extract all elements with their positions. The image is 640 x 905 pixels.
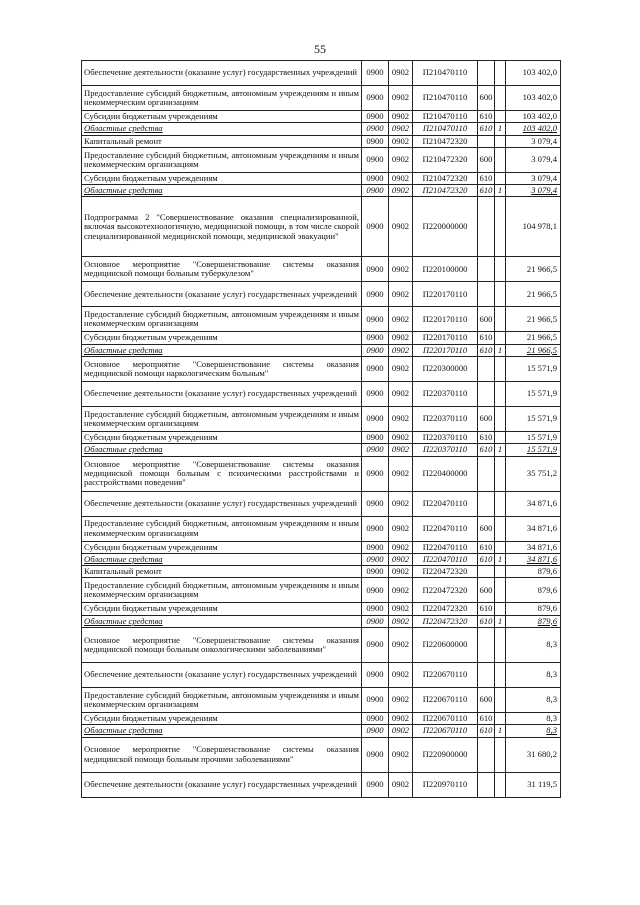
subsection-code-cell: 0902 bbox=[389, 725, 413, 737]
amount-cell: 103 402,0 bbox=[506, 86, 561, 111]
subsection-code-cell: 0902 bbox=[389, 356, 413, 381]
table-row bbox=[82, 123, 561, 135]
target-article-cell: П210470110 bbox=[413, 61, 478, 86]
target-article-cell: П220370110 bbox=[413, 444, 478, 456]
subsection-code-cell: 0902 bbox=[389, 257, 413, 282]
section-code-cell: 0900 bbox=[362, 712, 389, 724]
table-row bbox=[82, 61, 561, 86]
section-code-cell: 0900 bbox=[362, 431, 389, 443]
funding-source-cell bbox=[495, 356, 506, 381]
amount-cell: 31 680,2 bbox=[506, 737, 561, 772]
section-code-cell: 0900 bbox=[362, 356, 389, 381]
target-article-cell: П220470110 bbox=[413, 491, 478, 516]
section-code-cell: 0900 bbox=[362, 516, 389, 541]
row-name-cell: Предоставление субсидий бюджетным, автономным учреждениям и иным некоммерческим организациям bbox=[82, 86, 362, 111]
target-article-cell: П220472320 bbox=[413, 615, 478, 627]
expense-type-cell bbox=[478, 772, 495, 797]
row-name-cell: Предоставление субсидий бюджетным, автономным учреждениям и иным некоммерческим организациям bbox=[82, 406, 362, 431]
section-code-cell: 0900 bbox=[362, 578, 389, 603]
table-row bbox=[82, 135, 561, 147]
table-row bbox=[82, 185, 561, 197]
target-article-cell: П220370110 bbox=[413, 406, 478, 431]
subsection-code-cell: 0902 bbox=[389, 491, 413, 516]
expense-type-cell bbox=[478, 737, 495, 772]
target-article-cell: П220472320 bbox=[413, 603, 478, 615]
section-code-cell: 0900 bbox=[362, 344, 389, 356]
target-article-cell: П220100000 bbox=[413, 257, 478, 282]
expense-type-cell: 610 bbox=[478, 725, 495, 737]
section-code-cell: 0900 bbox=[362, 456, 389, 491]
subsection-code-cell: 0902 bbox=[389, 185, 413, 197]
expense-type-cell bbox=[478, 282, 495, 307]
target-article-cell: П210470110 bbox=[413, 123, 478, 135]
expense-type-cell: 610 bbox=[478, 111, 495, 123]
expense-type-cell: 610 bbox=[478, 615, 495, 627]
expense-type-cell bbox=[478, 491, 495, 516]
subsection-code-cell: 0902 bbox=[389, 61, 413, 86]
amount-cell: 3 079,4 bbox=[506, 147, 561, 172]
target-article-cell: П220470110 bbox=[413, 541, 478, 553]
funding-source-cell bbox=[495, 687, 506, 712]
target-article-cell: П210470110 bbox=[413, 86, 478, 111]
table-row bbox=[82, 772, 561, 797]
funding-source-cell bbox=[495, 282, 506, 307]
subsection-code-cell: 0902 bbox=[389, 578, 413, 603]
funding-source-cell: 1 bbox=[495, 344, 506, 356]
table-row bbox=[82, 307, 561, 332]
subsection-code-cell: 0902 bbox=[389, 344, 413, 356]
table-row bbox=[82, 344, 561, 356]
subsection-code-cell: 0902 bbox=[389, 456, 413, 491]
amount-cell: 879,6 bbox=[506, 603, 561, 615]
funding-source-cell bbox=[495, 257, 506, 282]
section-code-cell: 0900 bbox=[362, 185, 389, 197]
target-article-cell: П220670110 bbox=[413, 662, 478, 687]
table-row bbox=[82, 456, 561, 491]
expense-type-cell bbox=[478, 257, 495, 282]
amount-cell: 15 571,9 bbox=[506, 381, 561, 406]
amount-cell: 15 571,9 bbox=[506, 431, 561, 443]
amount-cell: 103 402,0 bbox=[506, 111, 561, 123]
section-code-cell: 0900 bbox=[362, 603, 389, 615]
table-row bbox=[82, 712, 561, 724]
target-article-cell: П220300000 bbox=[413, 356, 478, 381]
section-code-cell: 0900 bbox=[362, 406, 389, 431]
section-code-cell: 0900 bbox=[362, 627, 389, 662]
amount-cell: 34 871,6 bbox=[506, 553, 561, 565]
expense-type-cell bbox=[478, 627, 495, 662]
row-name-cell: Обеспечение деятельности (оказание услуг) государственных учреждений bbox=[82, 662, 362, 687]
row-name-cell: Областные средства bbox=[82, 725, 362, 737]
amount-cell: 21 966,5 bbox=[506, 344, 561, 356]
expense-type-cell: 610 bbox=[478, 332, 495, 344]
funding-source-cell bbox=[495, 516, 506, 541]
row-name-cell: Основное мероприятие "Совершенствование системы оказания медицинской помощи больным с психическими расстройствами и расстройствами поведения" bbox=[82, 456, 362, 491]
row-name-cell: Областные средства bbox=[82, 344, 362, 356]
expense-type-cell bbox=[478, 381, 495, 406]
amount-cell: 103 402,0 bbox=[506, 61, 561, 86]
target-article-cell: П220170110 bbox=[413, 307, 478, 332]
section-code-cell: 0900 bbox=[362, 615, 389, 627]
funding-source-cell bbox=[495, 172, 506, 184]
target-article-cell: П220000000 bbox=[413, 197, 478, 257]
subsection-code-cell: 0902 bbox=[389, 406, 413, 431]
amount-cell: 8,3 bbox=[506, 712, 561, 724]
target-article-cell: П220470110 bbox=[413, 553, 478, 565]
funding-source-cell bbox=[495, 135, 506, 147]
row-name-cell: Основное мероприятие "Совершенствование системы оказания медицинской помощи больным прочими заболеваниями" bbox=[82, 737, 362, 772]
table-row bbox=[82, 406, 561, 431]
funding-source-cell bbox=[495, 772, 506, 797]
target-article-cell: П220170110 bbox=[413, 332, 478, 344]
subsection-code-cell: 0902 bbox=[389, 603, 413, 615]
row-name-cell: Предоставление субсидий бюджетным, автономным учреждениям и иным некоммерческим организациям bbox=[82, 516, 362, 541]
table-row bbox=[82, 444, 561, 456]
row-name-cell: Предоставление субсидий бюджетным, автономным учреждениям и иным некоммерческим организациям bbox=[82, 147, 362, 172]
amount-cell: 31 119,5 bbox=[506, 772, 561, 797]
table-row bbox=[82, 553, 561, 565]
section-code-cell: 0900 bbox=[362, 772, 389, 797]
table-row bbox=[82, 737, 561, 772]
table-row bbox=[82, 381, 561, 406]
target-article-cell: П220670110 bbox=[413, 687, 478, 712]
amount-cell: 8,3 bbox=[506, 627, 561, 662]
section-code-cell: 0900 bbox=[362, 172, 389, 184]
row-name-cell: Основное мероприятие "Совершенствование системы оказания медицинской помощи больным онкологическими заболеваниями" bbox=[82, 627, 362, 662]
target-article-cell: П220170110 bbox=[413, 344, 478, 356]
funding-source-cell bbox=[495, 332, 506, 344]
expense-type-cell bbox=[478, 566, 495, 578]
subsection-code-cell: 0902 bbox=[389, 737, 413, 772]
row-name-cell: Субсидии бюджетным учреждениям bbox=[82, 111, 362, 123]
table-row bbox=[82, 282, 561, 307]
row-name-cell: Предоставление субсидий бюджетным, автономным учреждениям и иным некоммерческим организациям bbox=[82, 687, 362, 712]
target-article-cell: П220370110 bbox=[413, 431, 478, 443]
target-article-cell: П220970110 bbox=[413, 772, 478, 797]
target-article-cell: П220670110 bbox=[413, 712, 478, 724]
table-row bbox=[82, 662, 561, 687]
row-name-cell: Областные средства bbox=[82, 185, 362, 197]
funding-source-cell bbox=[495, 712, 506, 724]
section-code-cell: 0900 bbox=[362, 197, 389, 257]
table-row bbox=[82, 578, 561, 603]
funding-source-cell bbox=[495, 566, 506, 578]
amount-cell: 35 751,2 bbox=[506, 456, 561, 491]
expense-type-cell bbox=[478, 197, 495, 257]
row-name-cell: Субсидии бюджетным учреждениям bbox=[82, 332, 362, 344]
amount-cell: 879,6 bbox=[506, 578, 561, 603]
row-name-cell: Капитальный ремонт bbox=[82, 135, 362, 147]
amount-cell: 3 079,4 bbox=[506, 172, 561, 184]
amount-cell: 21 966,5 bbox=[506, 282, 561, 307]
section-code-cell: 0900 bbox=[362, 86, 389, 111]
expense-type-cell: 600 bbox=[478, 687, 495, 712]
table-row bbox=[82, 627, 561, 662]
funding-source-cell bbox=[495, 406, 506, 431]
section-code-cell: 0900 bbox=[362, 111, 389, 123]
section-code-cell: 0900 bbox=[362, 444, 389, 456]
section-code-cell: 0900 bbox=[362, 381, 389, 406]
expense-type-cell: 610 bbox=[478, 431, 495, 443]
target-article-cell: П210472320 bbox=[413, 185, 478, 197]
subsection-code-cell: 0902 bbox=[389, 307, 413, 332]
funding-source-cell: 1 bbox=[495, 615, 506, 627]
expense-type-cell: 610 bbox=[478, 712, 495, 724]
expense-type-cell bbox=[478, 61, 495, 86]
section-code-cell: 0900 bbox=[362, 725, 389, 737]
budget-table-body bbox=[82, 61, 561, 798]
target-article-cell: П220472320 bbox=[413, 566, 478, 578]
expense-type-cell: 610 bbox=[478, 444, 495, 456]
subsection-code-cell: 0902 bbox=[389, 197, 413, 257]
funding-source-cell bbox=[495, 307, 506, 332]
amount-cell: 34 871,6 bbox=[506, 491, 561, 516]
subsection-code-cell: 0902 bbox=[389, 172, 413, 184]
row-name-cell: Субсидии бюджетным учреждениям bbox=[82, 431, 362, 443]
section-code-cell: 0900 bbox=[362, 307, 389, 332]
table-row bbox=[82, 541, 561, 553]
funding-source-cell bbox=[495, 431, 506, 443]
target-article-cell: П220400000 bbox=[413, 456, 478, 491]
row-name-cell: Субсидии бюджетным учреждениям bbox=[82, 541, 362, 553]
expense-type-cell: 610 bbox=[478, 344, 495, 356]
row-name-cell: Областные средства bbox=[82, 123, 362, 135]
target-article-cell: П220370110 bbox=[413, 381, 478, 406]
section-code-cell: 0900 bbox=[362, 662, 389, 687]
table-row bbox=[82, 197, 561, 257]
funding-source-cell bbox=[495, 456, 506, 491]
row-name-cell: Субсидии бюджетным учреждениям bbox=[82, 603, 362, 615]
section-code-cell: 0900 bbox=[362, 566, 389, 578]
row-name-cell: Основное мероприятие "Совершенствование системы оказания медицинской помощи наркологическим больным" bbox=[82, 356, 362, 381]
section-code-cell: 0900 bbox=[362, 332, 389, 344]
table-row bbox=[82, 615, 561, 627]
table-row bbox=[82, 111, 561, 123]
expense-type-cell: 610 bbox=[478, 541, 495, 553]
page-number: 55 bbox=[314, 42, 326, 56]
row-name-cell: Обеспечение деятельности (оказание услуг) государственных учреждений bbox=[82, 282, 362, 307]
subsection-code-cell: 0902 bbox=[389, 111, 413, 123]
subsection-code-cell: 0902 bbox=[389, 123, 413, 135]
funding-source-cell bbox=[495, 381, 506, 406]
table-row bbox=[82, 725, 561, 737]
row-name-cell: Капитальный ремонт bbox=[82, 566, 362, 578]
amount-cell: 34 871,6 bbox=[506, 541, 561, 553]
table-row bbox=[82, 147, 561, 172]
table-row bbox=[82, 687, 561, 712]
subsection-code-cell: 0902 bbox=[389, 516, 413, 541]
target-article-cell: П210472320 bbox=[413, 147, 478, 172]
funding-source-cell bbox=[495, 147, 506, 172]
section-code-cell: 0900 bbox=[362, 541, 389, 553]
section-code-cell: 0900 bbox=[362, 61, 389, 86]
row-name-cell: Обеспечение деятельности (оказание услуг) государственных учреждений bbox=[82, 381, 362, 406]
amount-cell: 104 978,1 bbox=[506, 197, 561, 257]
subsection-code-cell: 0902 bbox=[389, 662, 413, 687]
funding-source-cell bbox=[495, 603, 506, 615]
section-code-cell: 0900 bbox=[362, 553, 389, 565]
amount-cell: 15 571,9 bbox=[506, 356, 561, 381]
table-row bbox=[82, 431, 561, 443]
row-name-cell: Обеспечение деятельности (оказание услуг) государственных учреждений bbox=[82, 61, 362, 86]
amount-cell: 8,3 bbox=[506, 687, 561, 712]
table-row bbox=[82, 603, 561, 615]
funding-source-cell bbox=[495, 61, 506, 86]
table-row bbox=[82, 491, 561, 516]
amount-cell: 8,3 bbox=[506, 662, 561, 687]
amount-cell: 21 966,5 bbox=[506, 257, 561, 282]
subsection-code-cell: 0902 bbox=[389, 615, 413, 627]
section-code-cell: 0900 bbox=[362, 282, 389, 307]
subsection-code-cell: 0902 bbox=[389, 332, 413, 344]
subsection-code-cell: 0902 bbox=[389, 553, 413, 565]
target-article-cell: П220470110 bbox=[413, 516, 478, 541]
table-row bbox=[82, 172, 561, 184]
table-row bbox=[82, 566, 561, 578]
target-article-cell: П210470110 bbox=[413, 111, 478, 123]
subsection-code-cell: 0902 bbox=[389, 566, 413, 578]
expense-type-cell: 600 bbox=[478, 86, 495, 111]
expense-type-cell: 610 bbox=[478, 172, 495, 184]
row-name-cell: Обеспечение деятельности (оказание услуг) государственных учреждений bbox=[82, 772, 362, 797]
row-name-cell: Областные средства bbox=[82, 615, 362, 627]
target-article-cell: П220670110 bbox=[413, 725, 478, 737]
subsection-code-cell: 0902 bbox=[389, 541, 413, 553]
row-name-cell: Основное мероприятие "Совершенствование системы оказания медицинской помощи больным туберкулезом" bbox=[82, 257, 362, 282]
expense-type-cell bbox=[478, 356, 495, 381]
funding-source-cell: 1 bbox=[495, 553, 506, 565]
subsection-code-cell: 0902 bbox=[389, 282, 413, 307]
subsection-code-cell: 0902 bbox=[389, 772, 413, 797]
target-article-cell: П210472320 bbox=[413, 135, 478, 147]
row-name-cell: Областные средства bbox=[82, 553, 362, 565]
amount-cell: 879,6 bbox=[506, 566, 561, 578]
section-code-cell: 0900 bbox=[362, 147, 389, 172]
expense-type-cell: 600 bbox=[478, 406, 495, 431]
subsection-code-cell: 0902 bbox=[389, 135, 413, 147]
funding-source-cell bbox=[495, 541, 506, 553]
funding-source-cell bbox=[495, 111, 506, 123]
amount-cell: 15 571,9 bbox=[506, 406, 561, 431]
amount-cell: 879,6 bbox=[506, 615, 561, 627]
target-article-cell: П220600000 bbox=[413, 627, 478, 662]
funding-source-cell bbox=[495, 737, 506, 772]
subsection-code-cell: 0902 bbox=[389, 712, 413, 724]
expense-type-cell bbox=[478, 135, 495, 147]
section-code-cell: 0900 bbox=[362, 257, 389, 282]
table-row bbox=[82, 516, 561, 541]
expense-type-cell: 610 bbox=[478, 123, 495, 135]
expense-type-cell: 610 bbox=[478, 185, 495, 197]
section-code-cell: 0900 bbox=[362, 135, 389, 147]
expense-type-cell: 610 bbox=[478, 553, 495, 565]
expense-type-cell: 600 bbox=[478, 516, 495, 541]
subsection-code-cell: 0902 bbox=[389, 381, 413, 406]
funding-source-cell bbox=[495, 578, 506, 603]
section-code-cell: 0900 bbox=[362, 123, 389, 135]
funding-source-cell bbox=[495, 627, 506, 662]
table-row bbox=[82, 86, 561, 111]
amount-cell: 3 079,4 bbox=[506, 185, 561, 197]
funding-source-cell: 1 bbox=[495, 725, 506, 737]
funding-source-cell: 1 bbox=[495, 185, 506, 197]
row-name-cell: Предоставление субсидий бюджетным, автономным учреждениям и иным некоммерческим организациям bbox=[82, 307, 362, 332]
expense-type-cell bbox=[478, 456, 495, 491]
row-name-cell: Субсидии бюджетным учреждениям bbox=[82, 712, 362, 724]
budget-table bbox=[81, 60, 561, 798]
row-name-cell: Субсидии бюджетным учреждениям bbox=[82, 172, 362, 184]
amount-cell: 21 966,5 bbox=[506, 307, 561, 332]
row-name-cell: Областные средства bbox=[82, 444, 362, 456]
section-code-cell: 0900 bbox=[362, 687, 389, 712]
funding-source-cell: 1 bbox=[495, 123, 506, 135]
expense-type-cell: 610 bbox=[478, 603, 495, 615]
funding-source-cell bbox=[495, 662, 506, 687]
target-article-cell: П220472320 bbox=[413, 578, 478, 603]
subsection-code-cell: 0902 bbox=[389, 627, 413, 662]
subsection-code-cell: 0902 bbox=[389, 687, 413, 712]
target-article-cell: П220170110 bbox=[413, 282, 478, 307]
target-article-cell: П220900000 bbox=[413, 737, 478, 772]
expense-type-cell: 600 bbox=[478, 578, 495, 603]
row-name-cell: Обеспечение деятельности (оказание услуг) государственных учреждений bbox=[82, 491, 362, 516]
amount-cell: 8,3 bbox=[506, 725, 561, 737]
amount-cell: 103 402,0 bbox=[506, 123, 561, 135]
section-code-cell: 0900 bbox=[362, 491, 389, 516]
table-row bbox=[82, 257, 561, 282]
expense-type-cell: 600 bbox=[478, 307, 495, 332]
amount-cell: 15 571,9 bbox=[506, 444, 561, 456]
funding-source-cell bbox=[495, 197, 506, 257]
funding-source-cell bbox=[495, 86, 506, 111]
section-code-cell: 0900 bbox=[362, 737, 389, 772]
amount-cell: 3 079,4 bbox=[506, 135, 561, 147]
target-article-cell: П210472320 bbox=[413, 172, 478, 184]
table-row bbox=[82, 356, 561, 381]
subsection-code-cell: 0902 bbox=[389, 444, 413, 456]
funding-source-cell bbox=[495, 491, 506, 516]
amount-cell: 34 871,6 bbox=[506, 516, 561, 541]
expense-type-cell bbox=[478, 662, 495, 687]
row-name-cell: Подпрограмма 2 "Совершенствование оказания специализированной, включая высокотехнологичную, медицинской помощи, в том числе скорой специализированной медицинской помощи, медицинской эвакуации" bbox=[82, 197, 362, 257]
row-name-cell: Предоставление субсидий бюджетным, автономным учреждениям и иным некоммерческим организациям bbox=[82, 578, 362, 603]
expense-type-cell: 600 bbox=[478, 147, 495, 172]
funding-source-cell: 1 bbox=[495, 444, 506, 456]
subsection-code-cell: 0902 bbox=[389, 86, 413, 111]
subsection-code-cell: 0902 bbox=[389, 431, 413, 443]
amount-cell: 21 966,5 bbox=[506, 332, 561, 344]
table-row bbox=[82, 332, 561, 344]
subsection-code-cell: 0902 bbox=[389, 147, 413, 172]
